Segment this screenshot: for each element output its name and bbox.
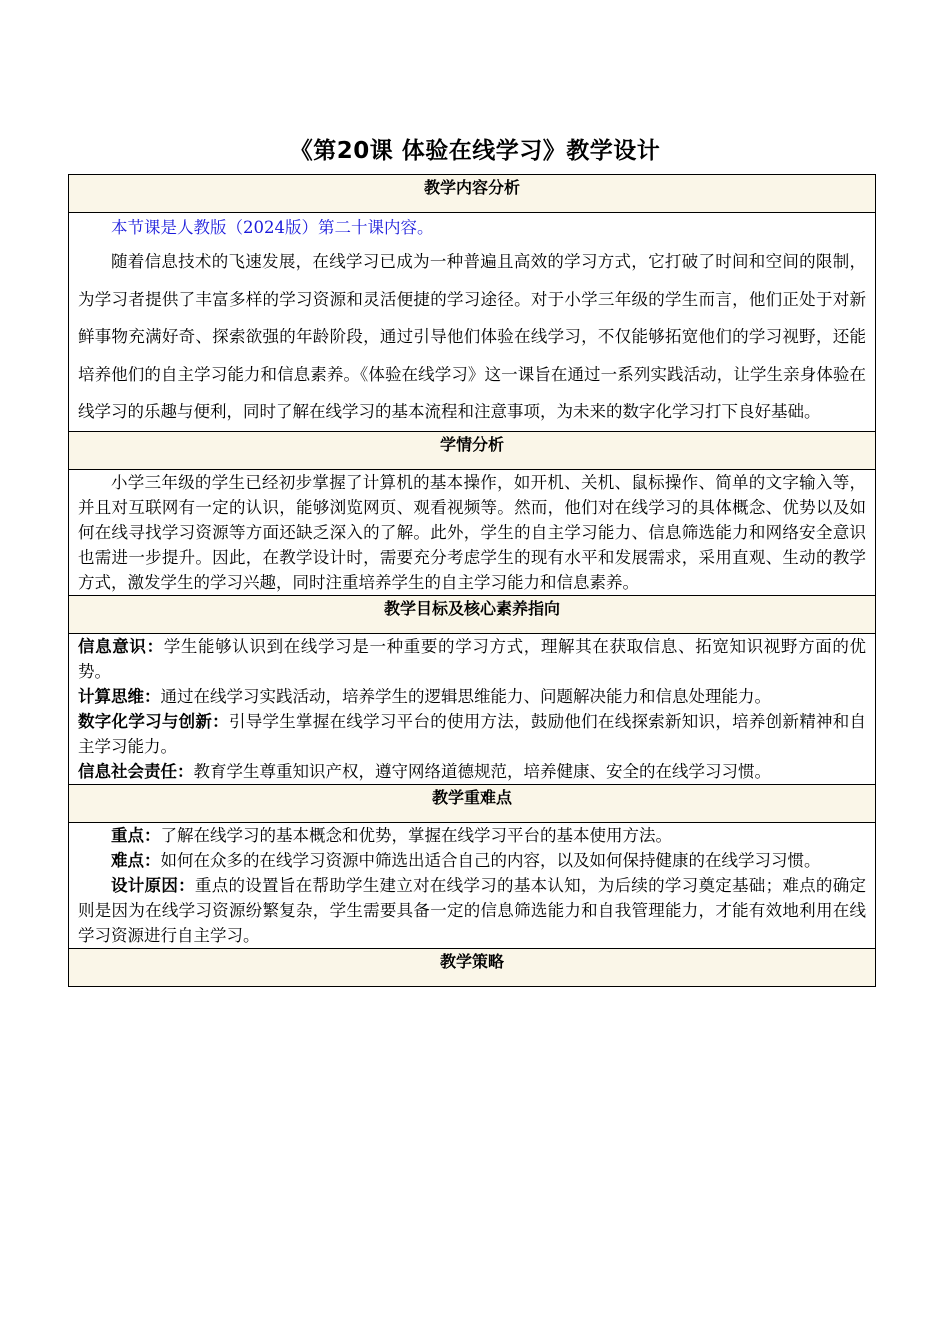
objective-text: 教育学生尊重知识产权，遵守网络道德规范，培养健康、安全的在线学习习惯。	[193, 761, 771, 781]
document-title: 《第20课 体验在线学习》教学设计	[289, 138, 661, 164]
key-point-label: 设计原因：	[111, 875, 195, 895]
section-header-row	[69, 431, 876, 469]
key-point-text: 了解在线学习的基本概念和优势，掌握在线学习平台的基本使用方法。	[160, 825, 672, 845]
key-point-item	[78, 873, 866, 948]
key-point-item	[78, 848, 866, 873]
objective-label: 信息意识：	[78, 636, 164, 656]
objective-label: 信息社会责任：	[78, 761, 194, 781]
section-heading-key-points: 教学重难点	[69, 784, 876, 822]
section-heading-strategy: 教学策略	[69, 948, 876, 986]
section-header-row	[69, 948, 876, 986]
section-heading-objectives: 教学目标及核心素养指向	[69, 595, 876, 633]
objective-text: 引导学生掌握在线学习平台的使用方法，鼓励他们在线探索新知识，培养创新精神和自主学习能力。	[78, 711, 867, 756]
objective-item	[78, 709, 866, 759]
section-heading-student-analysis: 学情分析	[69, 431, 876, 469]
section-body-row	[69, 213, 876, 432]
objectives-body	[69, 633, 876, 784]
key-point-label: 难点：	[111, 850, 161, 870]
objective-text: 学生能够认识到在线学习是一种重要的学习方式，理解其在获取信息、拓宽知识视野方面的优势。	[78, 636, 867, 681]
student-analysis-paragraph: 小学三年级的学生已经初步掌握了计算机的基本操作，如开机、关机、鼠标操作、简单的文字输入等，并且对互联网有一定的认识，能够浏览网页、观看视频等。然而，他们对在线学习的具体概念、优势以及如何在线寻找学习资源等方面还缺乏深入的了解。此外，学生的自主学习能力、信息筛选能力和网络安全意识也需进一步提升。因此，在教学设计时，需要充分考虑学生的现有水平和发展需求，采用直观、生动的教学方式，激发学生的学习兴趣，同时注重培养学生的自主学习能力和信息素养。	[78, 472, 866, 592]
objective-label: 计算思维：	[78, 686, 161, 706]
content-analysis-intro: 本节课是人教版（2024版）第二十课内容。	[111, 218, 434, 237]
objective-item	[78, 759, 866, 784]
content-analysis-paragraph: 随着信息技术的飞速发展，在线学习已成为一种普遍且高效的学习方式，它打破了时间和空间的限制，为学习者提供了丰富多样的学习资源和灵活便捷的学习途径。对于小学三年级的学生而言，他们正处于对新鲜事物充满好奇、探索欲强的年龄阶段，通过引导他们体验在线学习，不仅能够拓宽他们的学习视野，还能培养他们的自主学习能力和信息素养。《体验在线学习》这一课旨在通过一系列实践活动，让学生亲身体验在线学习的乐趣与便利，同时了解在线学习的基本流程和注意事项，为未来的数字化学习打下良好基础。	[78, 252, 866, 421]
key-point-item	[78, 823, 866, 848]
objective-text: 通过在线学习实践活动，培养学生的逻辑思维能力、问题解决能力和信息处理能力。	[160, 686, 771, 706]
lesson-design-table	[68, 174, 876, 987]
section-heading-content-analysis: 教学内容分析	[69, 175, 876, 213]
key-point-text: 如何在众多的在线学习资源中筛选出适合自己的内容，以及如何保持健康的在线学习习惯。	[160, 850, 821, 870]
section-body-row	[69, 469, 876, 595]
objective-label: 数字化学习与创新：	[78, 711, 229, 731]
student-analysis-body	[69, 469, 876, 595]
section-body-row	[69, 822, 876, 948]
section-body-row	[69, 633, 876, 784]
objective-item	[78, 684, 866, 709]
section-header-row	[69, 595, 876, 633]
section-header-row	[69, 784, 876, 822]
content-analysis-body	[69, 213, 876, 432]
key-points-body	[69, 822, 876, 948]
section-header-row	[69, 175, 876, 213]
key-point-text: 重点的设置旨在帮助学生建立对在线学习的基本认知，为后续的学习奠定基础；难点的确定则是因为在线学习资源纷繁复杂，学生需要具备一定的信息筛选能力和自我管理能力，才能有效地利用在线学习资源进行自主学习。	[78, 875, 867, 945]
key-point-label: 重点：	[111, 825, 161, 845]
objective-item	[78, 634, 866, 684]
